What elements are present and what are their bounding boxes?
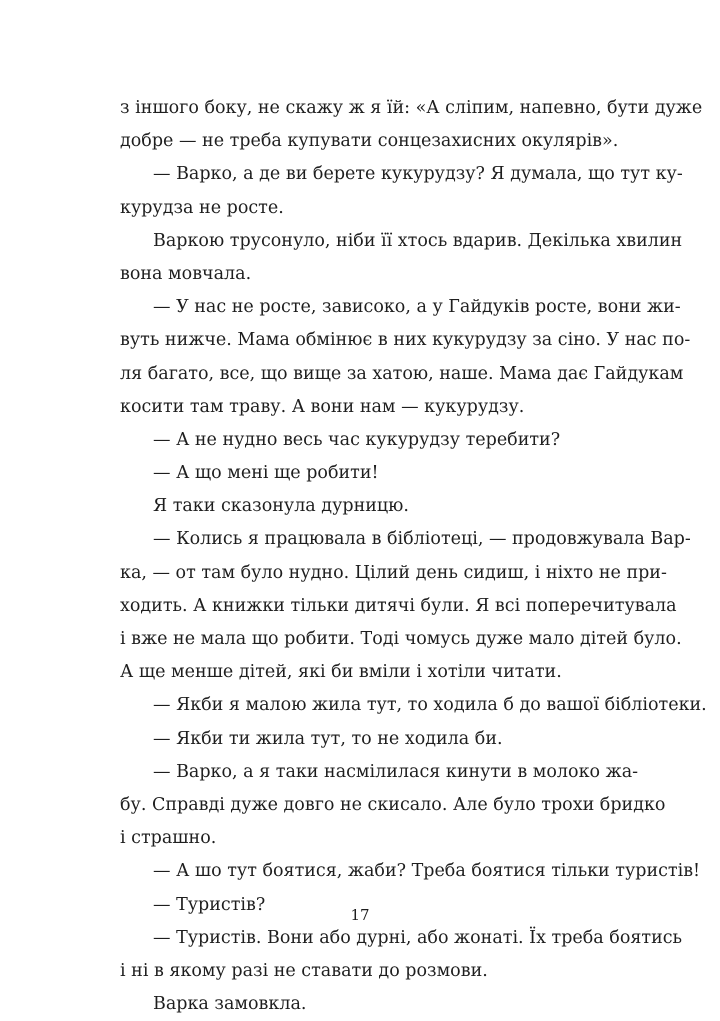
text-line: ходить. А книжки тільки дитячі були. Я всі поперечитувала xyxy=(120,595,677,616)
text-line: — Туристів. Вони або дурні, або жонаті. Їх треба боятись xyxy=(153,927,683,948)
text-line: — У нас не росте, зависоко, а у Гайдуків росте, вони жи- xyxy=(153,297,681,318)
text-line: — Варко, а я таки насмілилася кинути в молоко жа- xyxy=(153,761,639,782)
text-line: вуть нижче. Мама обмінює в них кукурудзу за сіно. У нас по- xyxy=(120,330,691,351)
text-line: — Варко, а де ви берете кукурудзу? Я думала, що тут ку- xyxy=(153,164,683,185)
body-text xyxy=(120,92,707,1021)
text-line: — Колись я працювала в бібліотеці, — продовжувала Вар- xyxy=(153,529,691,550)
text-line: — А шо тут боятися, жаби? Треба боятися тільки туристів! xyxy=(153,861,701,882)
text-line: — А не нудно весь час кукурудзу теребити? xyxy=(153,429,561,450)
text-line: курудза не росте. xyxy=(120,197,284,218)
text-line: Варка замовкла. xyxy=(153,994,307,1015)
text-line: Я таки сказонула дурницю. xyxy=(153,496,409,517)
text-line: — Якби я малою жила тут, то ходила б до вашої бібліотеки. xyxy=(153,695,707,716)
text-line: А ще менше дітей, які би вміли і хотіли читати. xyxy=(120,662,562,683)
text-line: — Туристів? xyxy=(153,894,266,915)
text-line: з іншого боку, не скажу ж я їй: «А сліпим, напевно, бути дуже xyxy=(120,98,703,118)
text-line: — А що мені ще робити! xyxy=(153,463,379,484)
text-line: і страшно. xyxy=(120,828,217,849)
text-line: ля багато, все, що вище за хатою, наше. Мама дає Гайдукам xyxy=(120,363,684,384)
page-number: 17 xyxy=(350,906,370,924)
text-line: добре — не треба купувати сонцезахисних окулярів». xyxy=(120,131,619,152)
text-line: ка, — от там було нудно. Цілий день сидиш, і ніхто не при- xyxy=(120,562,667,583)
text-line: Варкою трусонуло, ніби її хтось вдарив. Декілька хвилин xyxy=(153,230,683,251)
text-line: і ні в якому разі не ставати до розмови. xyxy=(120,960,488,981)
text-line: і вже не мала що робити. Тоді чомусь дуже мало дітей було. xyxy=(120,629,682,649)
text-line: бу. Справді дуже довго не скисало. Але було трохи бридко xyxy=(120,794,666,815)
text-line: косити там траву. А вони нам — кукурудзу. xyxy=(120,396,525,417)
text-line: вона мовчала. xyxy=(120,263,252,284)
text-line: — Якби ти жила тут, то не ходила би. xyxy=(153,728,503,749)
